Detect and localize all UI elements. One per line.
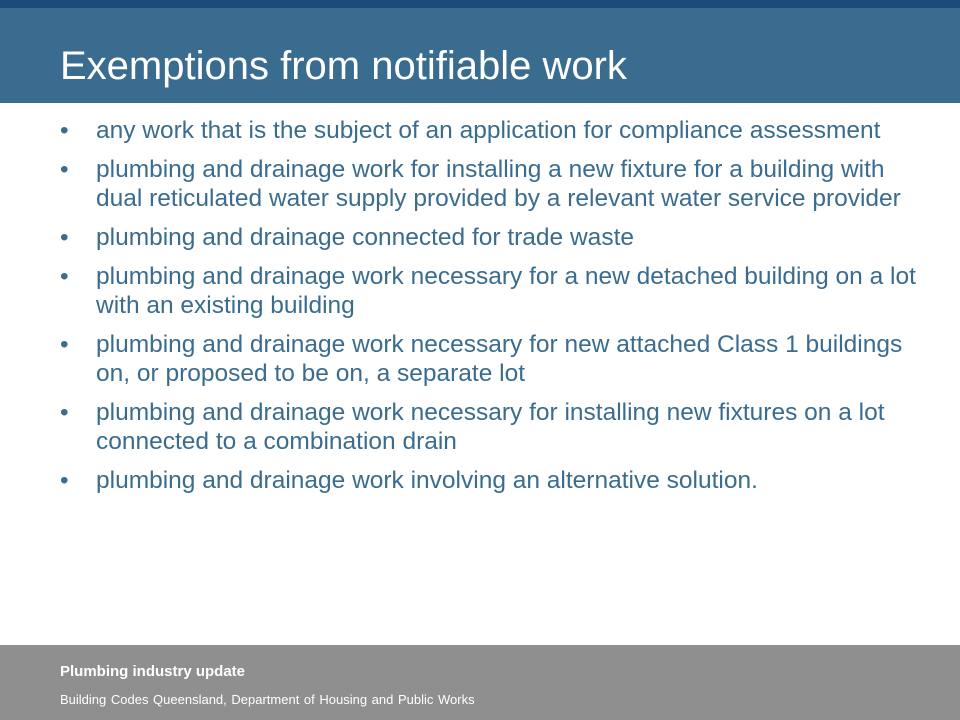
bullet-marker: • bbox=[60, 117, 69, 144]
footer-title: Plumbing industry update bbox=[60, 663, 246, 680]
top-accent-strip bbox=[0, 0, 960, 8]
bullet-item-1 bbox=[60, 116, 930, 145]
bullet-item-7 bbox=[60, 466, 930, 495]
bullet-marker: • bbox=[60, 156, 69, 183]
bullet-item-6 bbox=[60, 398, 930, 456]
bullet-text: plumbing and drainage work necessary for a new detached building on a lot with an existing building bbox=[96, 263, 916, 319]
bullet-item-4 bbox=[60, 262, 930, 320]
footer-bar bbox=[0, 645, 960, 720]
bullet-marker: • bbox=[60, 399, 69, 426]
bullet-list bbox=[60, 116, 930, 505]
bullet-text: plumbing and drainage work necessary for installing new fixtures on a lot connected to a combination drain bbox=[96, 399, 885, 455]
bullet-marker: • bbox=[60, 331, 69, 358]
bullet-text: any work that is the subject of an application for compliance assessment bbox=[96, 117, 881, 144]
title-bar bbox=[0, 8, 960, 103]
bullet-marker: • bbox=[60, 263, 69, 290]
bullet-item-5 bbox=[60, 330, 930, 388]
bullet-text: plumbing and drainage connected for trade waste bbox=[96, 224, 634, 251]
bullet-text: plumbing and drainage work for installing a new fixture for a building with dual reticulated water supply provided by a relevant water service provider bbox=[96, 156, 901, 212]
footer-subtitle: Building Codes Queensland, Department of Housing and Public Works bbox=[60, 692, 475, 707]
bullet-item-3 bbox=[60, 223, 930, 252]
slide-title: Exemptions from notifiable work bbox=[60, 44, 627, 88]
bullet-marker: • bbox=[60, 467, 69, 494]
bullet-item-2 bbox=[60, 155, 930, 213]
bullet-text: plumbing and drainage work involving an alternative solution. bbox=[96, 467, 758, 494]
bullet-text: plumbing and drainage work necessary for new attached Class 1 buildings on, or proposed to be on, a separate lot bbox=[96, 331, 903, 387]
bullet-marker: • bbox=[60, 224, 69, 251]
